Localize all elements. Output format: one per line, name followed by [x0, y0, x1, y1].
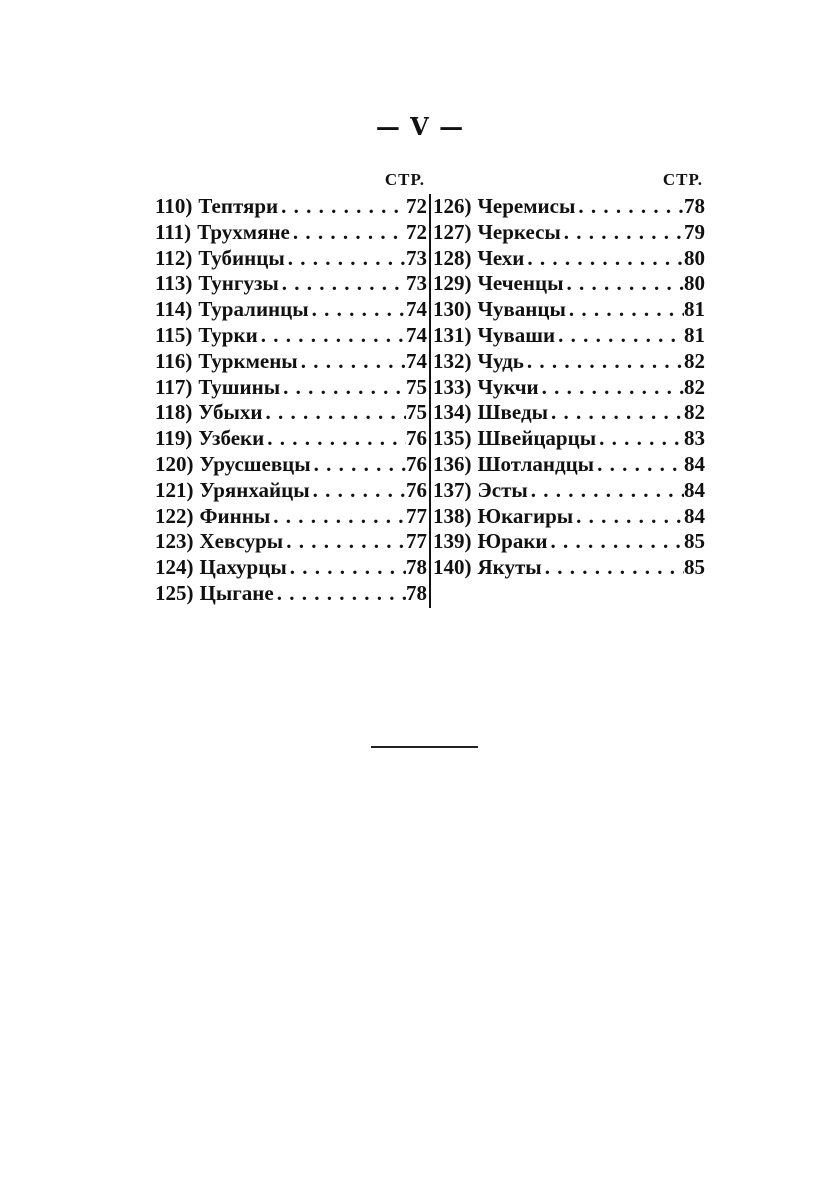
entry-page-number: 73: [406, 245, 427, 270]
entry-page-number: 77: [406, 529, 427, 554]
entry-name: Швейцарцы: [477, 426, 597, 451]
entry-page-number: 74: [406, 348, 427, 373]
toc-entry: [433, 220, 705, 246]
dot-leader: [274, 581, 406, 607]
entry-page-number: 81: [684, 322, 705, 347]
entry-name: Черкесы: [477, 219, 561, 244]
page-column-heading-left: СТР.: [384, 170, 425, 189]
entry-number: 138): [433, 503, 472, 528]
entry-name: Чехи: [477, 245, 525, 270]
entry-name: Урянхайцы: [199, 477, 310, 502]
entry-name: Чуванцы: [477, 297, 566, 322]
entry-page-number: 84: [684, 503, 705, 528]
dot-leader: [573, 504, 684, 530]
entry-name: Туралинцы: [198, 297, 309, 322]
toc-entry: [155, 426, 427, 452]
dot-leader: [285, 246, 406, 272]
toc-left-entries: [155, 194, 427, 607]
entry-name: Узбеки: [198, 426, 265, 451]
entry-number: 112): [155, 245, 193, 270]
entry-number: 121): [155, 477, 194, 502]
entry-page-number: 72: [406, 194, 427, 218]
entry-number: 114): [155, 297, 193, 322]
toc-entry: [155, 452, 427, 478]
dot-leader: [310, 478, 406, 504]
entry-number: 126): [433, 194, 472, 218]
entry-number: 110): [155, 194, 193, 218]
entry-page-number: 78: [406, 555, 427, 580]
entry-number: 119): [155, 426, 193, 451]
entry-number: 137): [433, 477, 472, 502]
dot-leader: [594, 452, 684, 478]
entry-number: 139): [433, 529, 472, 554]
entry-page-number: 74: [406, 297, 427, 322]
entry-number: 132): [433, 348, 472, 373]
toc-entry: [433, 271, 705, 297]
toc-entry: [155, 271, 427, 297]
toc-right-entries: [433, 194, 705, 581]
entry-number: 131): [433, 322, 472, 347]
entry-page-number: 76: [406, 451, 427, 476]
dot-leader: [283, 529, 406, 555]
dot-leader: [575, 194, 684, 220]
entry-name: Туркмены: [198, 348, 298, 373]
toc-entry: [433, 194, 705, 220]
entry-name: Якуты: [477, 555, 542, 580]
entry-name: Чудь: [477, 348, 524, 373]
toc-entry: [433, 375, 705, 401]
entry-page-number: 74: [406, 322, 427, 347]
dot-leader: [524, 349, 684, 375]
entry-name: Чукчи: [477, 374, 539, 399]
entry-number: 122): [155, 503, 194, 528]
dot-leader: [528, 478, 684, 504]
page-number-header: — V —: [375, 112, 465, 141]
entry-name: Юраки: [477, 529, 548, 554]
entry-number: 135): [433, 426, 472, 451]
dot-leader: [278, 194, 406, 220]
entry-name: Финны: [199, 503, 271, 528]
dot-leader: [542, 555, 684, 581]
entry-name: Тушины: [198, 374, 281, 399]
dot-leader: [280, 375, 406, 401]
dot-leader: [290, 220, 406, 246]
toc-entry: [155, 504, 427, 530]
entry-name: Трухмяне: [197, 219, 290, 244]
entry-number: 124): [155, 555, 194, 580]
dot-leader: [279, 271, 406, 297]
toc-entry: [155, 349, 427, 375]
entry-number: 133): [433, 374, 472, 399]
entry-page-number: 84: [684, 451, 705, 476]
toc-entry: [433, 349, 705, 375]
toc-entry: [433, 297, 705, 323]
entry-name: Шотландцы: [477, 451, 595, 476]
entry-number: 117): [155, 374, 193, 399]
dot-leader: [548, 400, 684, 426]
toc-entry: [155, 194, 427, 220]
entry-page-number: 82: [684, 348, 705, 373]
entry-number: 134): [433, 400, 472, 425]
dot-leader: [298, 349, 406, 375]
entry-page-number: 82: [684, 400, 705, 425]
toc-entry: [433, 323, 705, 349]
dot-leader: [596, 426, 684, 452]
entry-name: Тунгузы: [198, 271, 279, 296]
entry-name: Юкагиры: [477, 503, 574, 528]
dot-leader: [566, 297, 684, 323]
entry-page-number: 77: [406, 503, 427, 528]
entry-number: 125): [155, 580, 194, 605]
end-rule: [371, 746, 478, 748]
entry-page-number: 80: [684, 245, 705, 270]
entry-page-number: 83: [684, 426, 705, 451]
entry-name: Черемисы: [477, 194, 576, 218]
dot-leader: [548, 529, 684, 555]
toc-entry: [155, 555, 427, 581]
toc-entry: [433, 426, 705, 452]
entry-name: Цахурцы: [199, 555, 287, 580]
dot-leader: [539, 375, 684, 401]
toc-left-column: [155, 166, 427, 607]
entry-number: 129): [433, 271, 472, 296]
toc-entry: [155, 529, 427, 555]
entry-number: 128): [433, 245, 472, 270]
toc-entry: [433, 555, 705, 581]
dot-leader: [561, 220, 684, 246]
entry-name: Убыхи: [198, 400, 263, 425]
entry-number: 127): [433, 219, 472, 244]
entry-number: 130): [433, 297, 472, 322]
dot-leader: [555, 323, 684, 349]
toc-entry: [433, 246, 705, 272]
entry-number: 120): [155, 451, 194, 476]
entry-name: Урусшевцы: [199, 451, 311, 476]
entry-page-number: 80: [684, 271, 705, 296]
entry-page-number: 81: [684, 297, 705, 322]
entry-name: Чеченцы: [477, 271, 564, 296]
entry-page-number: 75: [406, 400, 427, 425]
entry-page-number: 79: [684, 219, 705, 244]
toc-entry: [155, 375, 427, 401]
toc-entry: [433, 478, 705, 504]
entry-page-number: 82: [684, 374, 705, 399]
entry-name: Хевсуры: [199, 529, 284, 554]
toc-entry: [155, 220, 427, 246]
toc-entry: [155, 323, 427, 349]
entry-page-number: 85: [684, 555, 705, 580]
dot-leader: [264, 426, 406, 452]
entry-page-number: 72: [406, 219, 427, 244]
dot-leader: [309, 297, 406, 323]
entry-page-number: 76: [406, 426, 427, 451]
entry-name: Тубинцы: [198, 245, 285, 270]
entry-number: 123): [155, 529, 194, 554]
entry-page-number: 85: [684, 529, 705, 554]
toc-entry: [433, 504, 705, 530]
entry-page-number: 78: [684, 194, 705, 218]
entry-name: Шведы: [477, 400, 548, 425]
toc-entry: [155, 478, 427, 504]
toc-entry: [155, 400, 427, 426]
dot-leader: [258, 323, 406, 349]
entry-number: 136): [433, 451, 472, 476]
toc-entry: [155, 297, 427, 323]
entry-page-number: 78: [406, 580, 427, 605]
entry-name: Тептяри: [198, 194, 279, 218]
entry-number: 113): [155, 271, 193, 296]
dot-leader: [270, 504, 406, 530]
dot-leader: [563, 271, 684, 297]
entry-page-number: 73: [406, 271, 427, 296]
page-column-heading-right: СТР.: [662, 170, 703, 189]
toc-entry: [433, 400, 705, 426]
toc-entry: [433, 452, 705, 478]
entry-page-number: 75: [406, 374, 427, 399]
dot-leader: [262, 400, 406, 426]
entry-name: Эсты: [477, 477, 528, 502]
dot-leader: [287, 555, 406, 581]
entry-number: 116): [155, 348, 193, 373]
toc-entry: [155, 246, 427, 272]
dot-leader: [524, 246, 684, 272]
entry-page-number: 84: [684, 477, 705, 502]
toc-entry: [433, 529, 705, 555]
entry-number: 111): [155, 219, 192, 244]
toc-right-column: [433, 166, 705, 581]
entry-name: Чуваши: [477, 322, 556, 347]
entry-page-number: 76: [406, 477, 427, 502]
column-divider: [429, 194, 431, 608]
entry-name: Цыгане: [199, 580, 274, 605]
toc-entry: [155, 581, 427, 607]
entry-number: 140): [433, 555, 472, 580]
entry-number: 115): [155, 322, 193, 347]
entry-name: Турки: [198, 322, 258, 347]
entry-number: 118): [155, 400, 193, 425]
dot-leader: [311, 452, 406, 478]
